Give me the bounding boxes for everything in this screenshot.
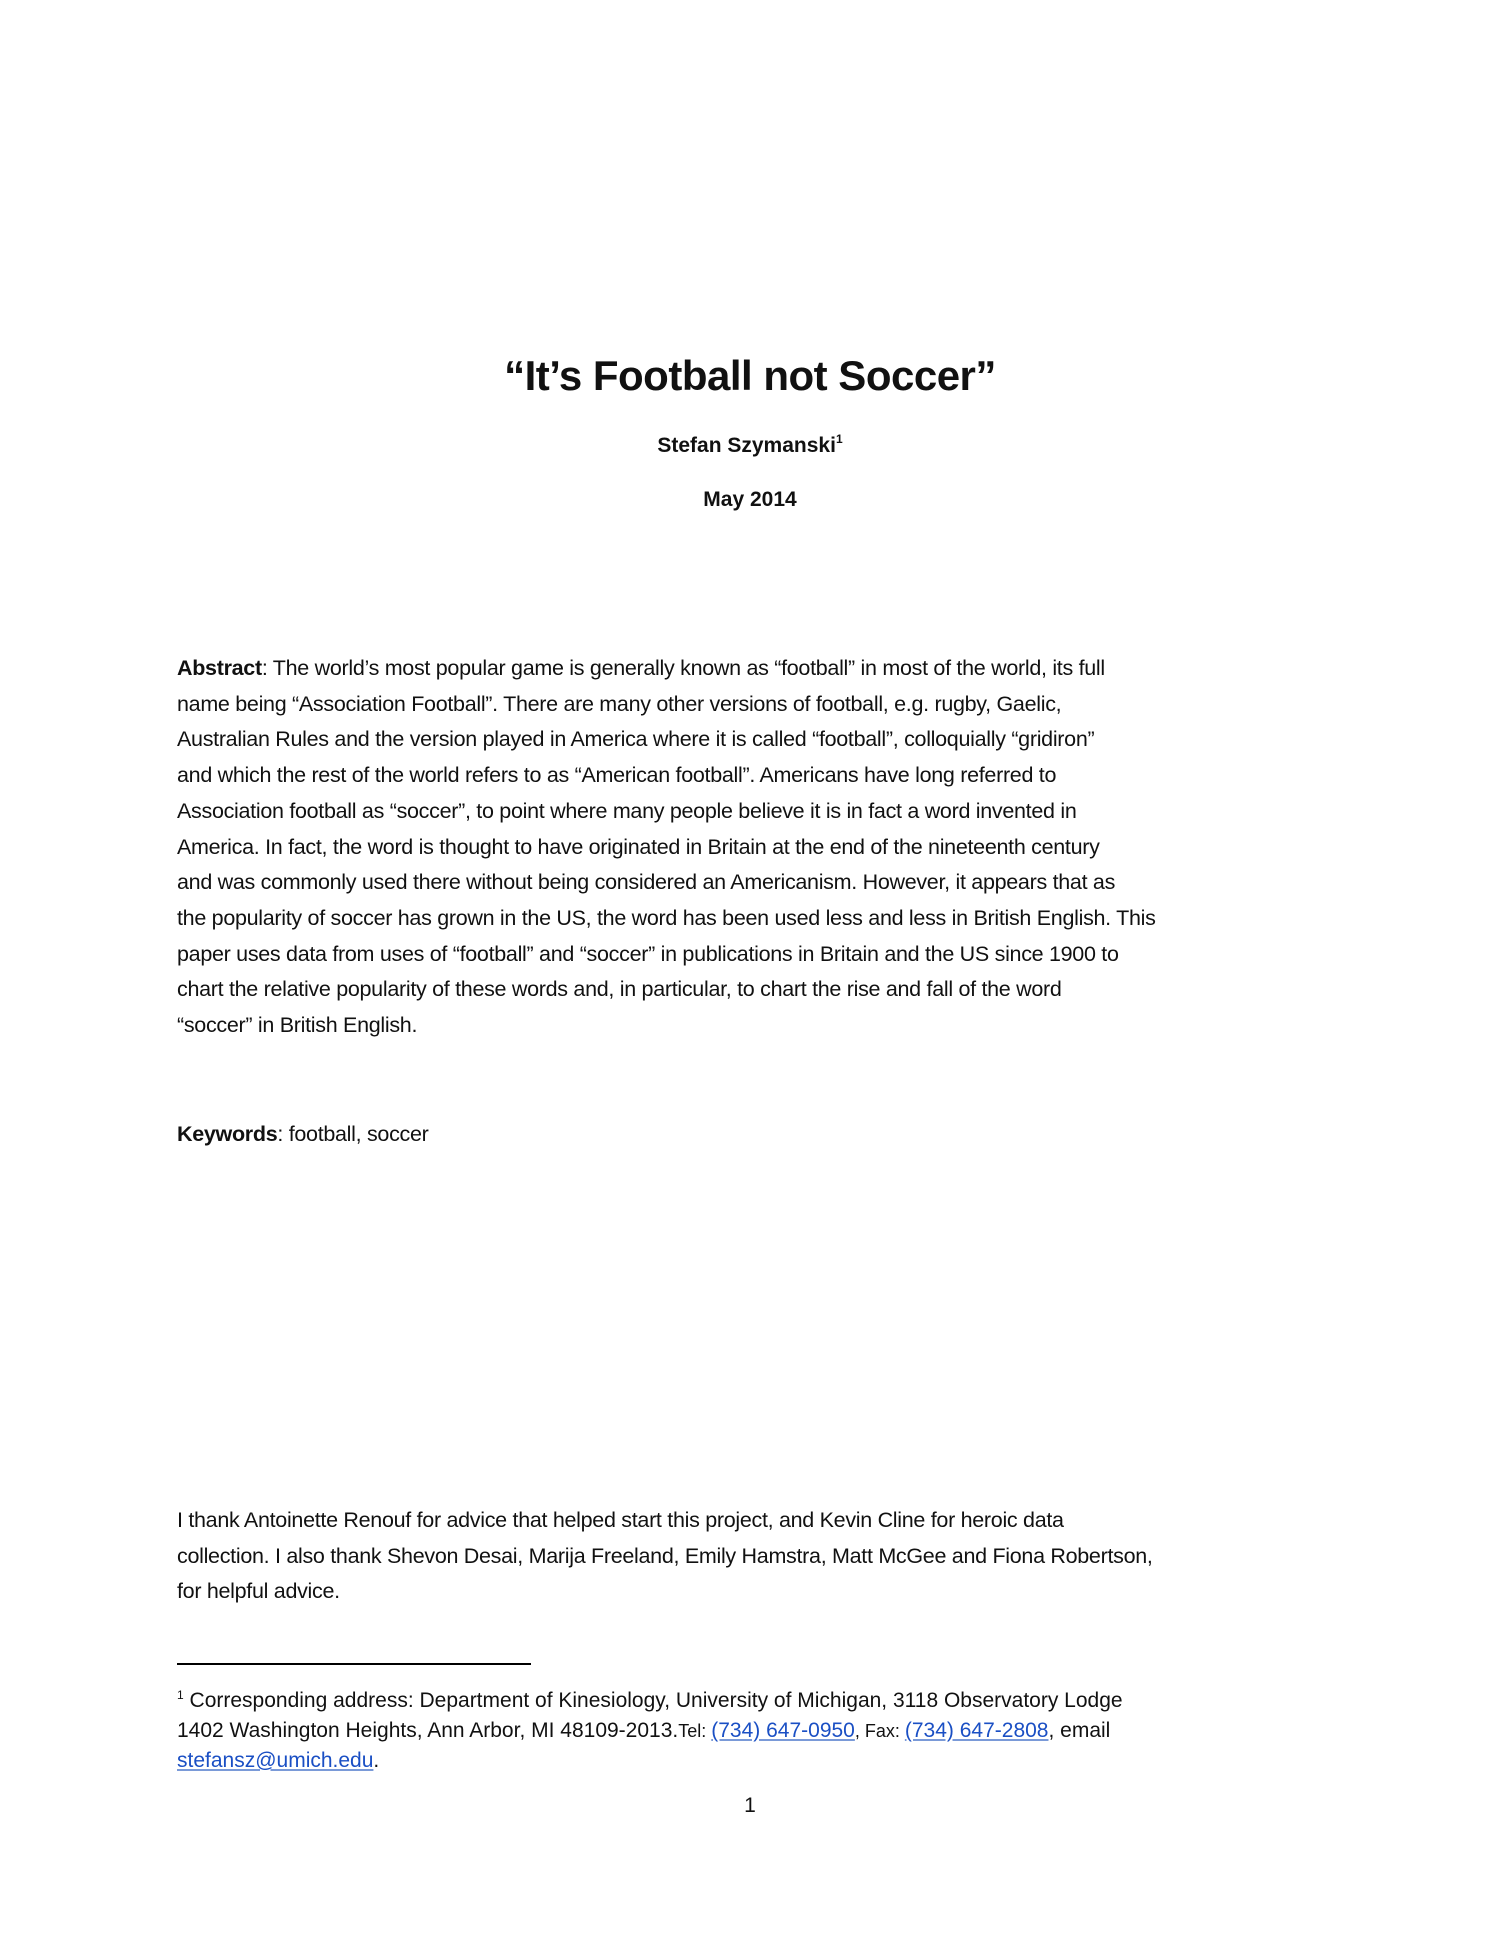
keywords: [177, 1117, 1337, 1153]
acknowledgements: [177, 1503, 1337, 1610]
abstract-line: and was commonly used there without being considered an Americanism. However, it appears that as: [177, 870, 1116, 895]
email-label: , email: [1048, 1719, 1111, 1742]
abstract-line: Association football as “soccer”, to point where many people believe it is in fact a word invented in: [177, 798, 1077, 823]
footnote-divider: [177, 1663, 531, 1665]
footnote-line: [177, 1716, 1357, 1746]
abstract-line: chart the relative popularity of these words and, in particular, to chart the rise and fall of the word: [177, 977, 1062, 1002]
footnote-text: Corresponding address: Department of Kinesiology, University of Michigan, 3118 Observatory Lodge: [183, 1689, 1123, 1712]
abstract-line: the popularity of soccer has grown in the US, the word has been used less and less in British English. This: [177, 905, 1156, 930]
tel-label: Tel:: [678, 1721, 712, 1741]
keywords-label: Keywords: [177, 1122, 278, 1146]
abstract-line: and which the rest of the world refers to as “American football”. Americans have long referred to: [177, 763, 1057, 788]
abstract-line: paper uses data from uses of “football” and “soccer” in publications in Britain and the US since 1900 to: [177, 941, 1119, 966]
tel-link[interactable]: (734) 647-0950: [711, 1719, 855, 1742]
abstract-label: Abstract: [177, 656, 262, 680]
acknowledgement-line: for helpful advice.: [177, 1579, 340, 1604]
email-link[interactable]: stefansz@umich.edu: [177, 1749, 374, 1772]
paper-title: “It’s Football not Soccer”: [504, 352, 996, 399]
abstract-line: name being “Association Football”. There are many other versions of football, e.g. rugby, Gaelic,: [177, 691, 1062, 716]
footnote-text: 1402 Washington Heights, Ann Arbor, MI 48109-2013.: [177, 1719, 679, 1742]
fax-label: , Fax:: [854, 1721, 905, 1741]
date: May 2014: [703, 488, 797, 511]
footnote-mark: 1: [177, 1688, 184, 1702]
author-name: Stefan Szymanski: [657, 434, 836, 457]
page-number: 1: [744, 1794, 756, 1817]
footnote-end: .: [373, 1749, 380, 1772]
keywords-text: : football, soccer: [277, 1122, 429, 1146]
abstract-text: : The world’s most popular game is generally known as “football” in most of the world, its full: [261, 656, 1105, 680]
acknowledgement-line: I thank Antoinette Renouf for advice that helped start this project, and Kevin Cline for heroic data: [177, 1508, 1064, 1532]
abstract-line: “soccer” in British English.: [177, 1013, 418, 1038]
footnote-line: [177, 1746, 1357, 1776]
fax-link[interactable]: (734) 647-2808: [904, 1719, 1049, 1742]
abstract-line: America. In fact, the word is thought to have originated in Britain at the end of the nineteenth century: [177, 834, 1100, 859]
abstract: [177, 651, 1337, 1044]
abstract-line: Australian Rules and the version played in America where it is called “football”, colloquially “gridiron”: [177, 727, 1095, 752]
acknowledgement-line: collection. I also thank Shevon Desai, Marija Freeland, Emily Hamstra, Matt McGee and Fiona Robertson,: [177, 1543, 1153, 1568]
abstract-line: [177, 651, 1337, 687]
footnote: [177, 1680, 1357, 1776]
author: [0, 432, 1500, 458]
footnote-line: [177, 1680, 1357, 1716]
footnote-mark[interactable]: 1: [835, 432, 843, 446]
